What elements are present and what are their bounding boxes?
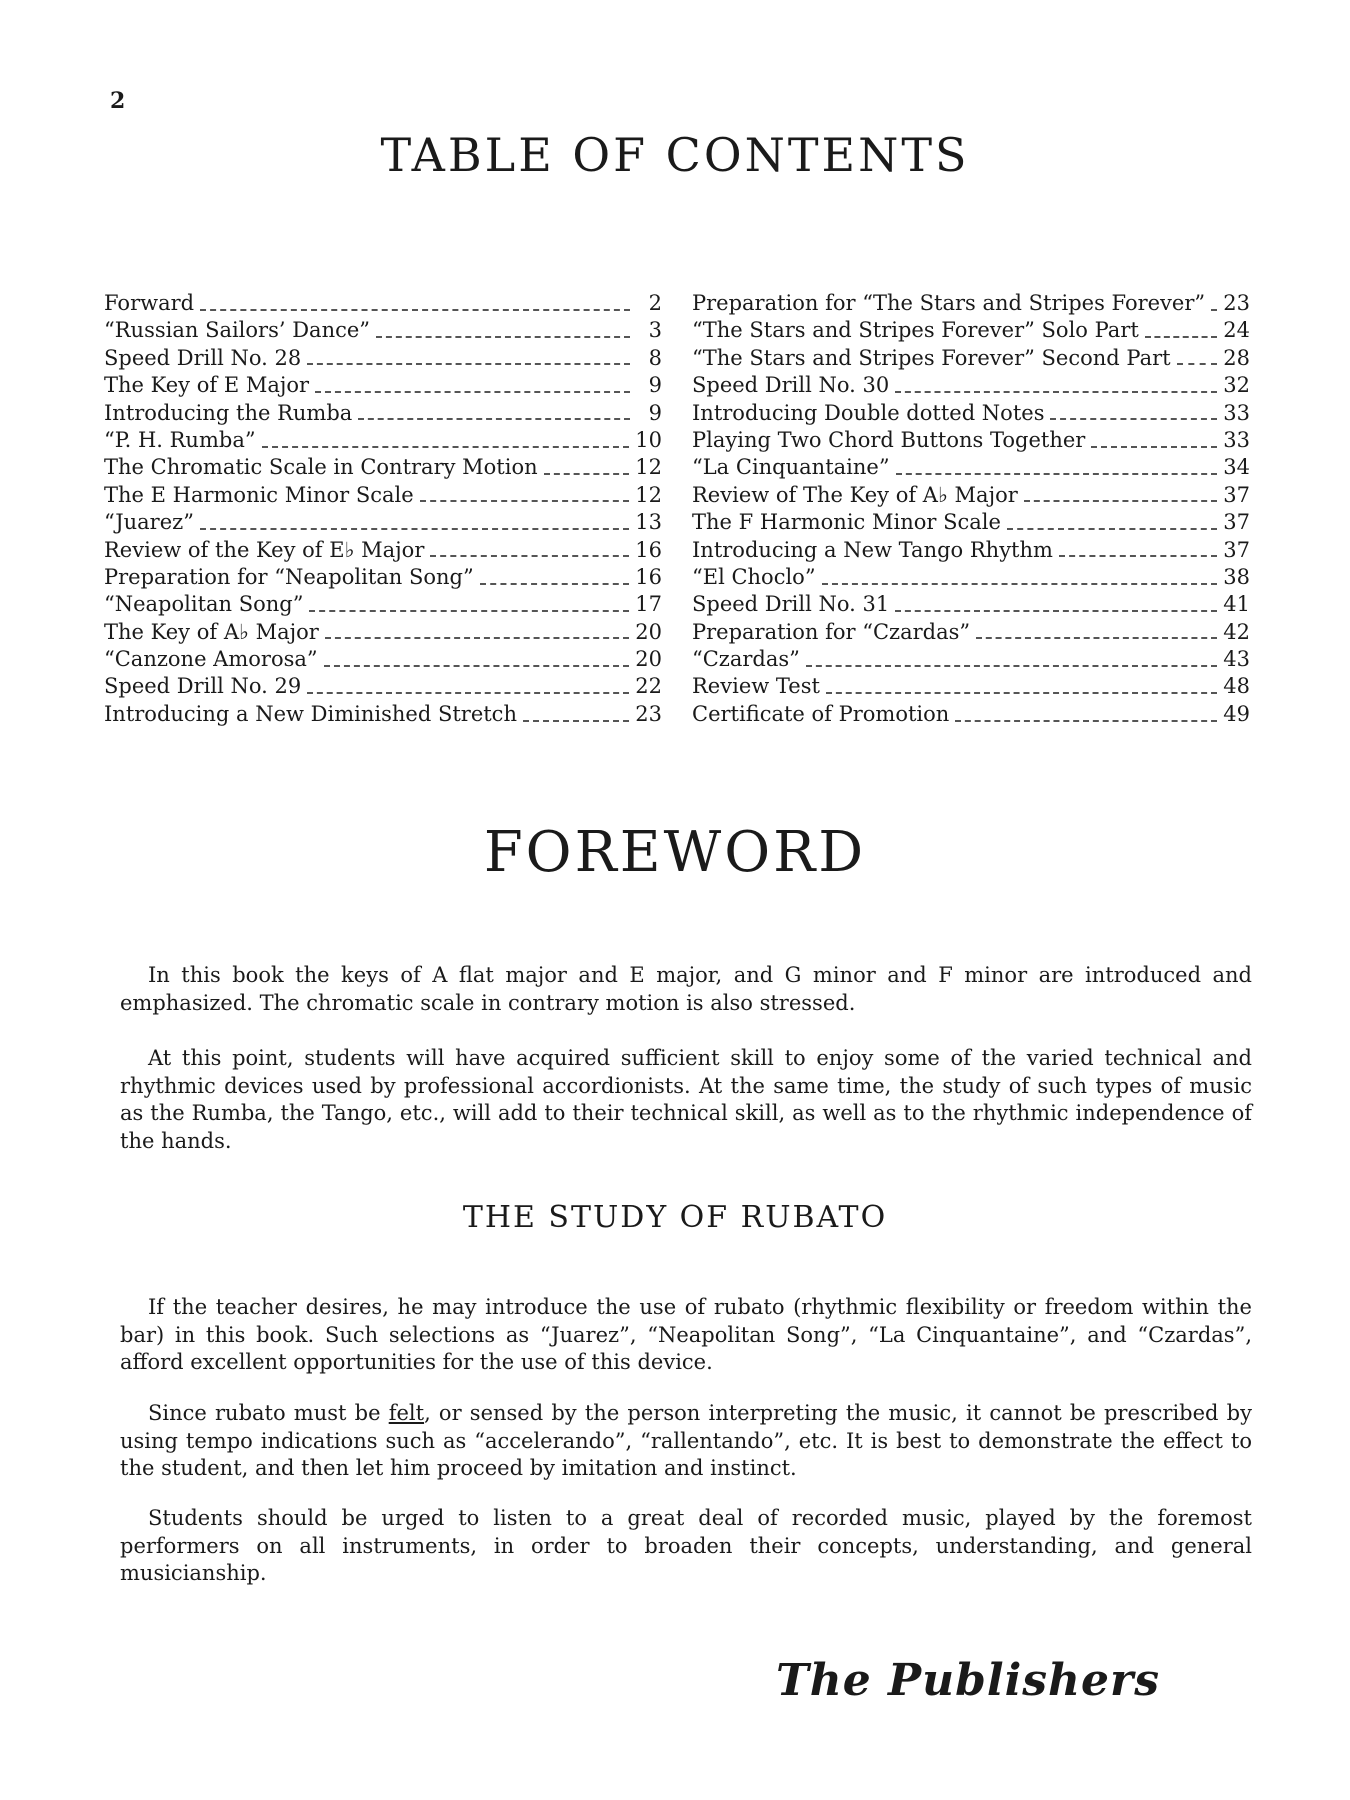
toc-entry xyxy=(104,290,662,317)
toc-dot-leader xyxy=(309,610,629,612)
toc-dot-leader xyxy=(307,692,629,694)
toc-entry-page: 3 xyxy=(648,318,662,343)
page-number: 2 xyxy=(110,88,126,114)
toc-dot-leader xyxy=(315,391,630,393)
toc-entry-title: Introducing a New Tango Rhythm xyxy=(692,537,1053,562)
toc-dot-leader xyxy=(1059,555,1217,557)
toc-dot-leader xyxy=(523,720,629,722)
toc-entry-page: 37 xyxy=(1223,510,1250,535)
foreword-paragraph-1: In this book the keys of A flat major and E major, and G minor and F minor are introduced and emphasized. The chromatic scale in contrary motion is also stressed. xyxy=(120,963,1252,1015)
toc-dot-leader xyxy=(1091,446,1217,448)
toc-entry-page: 22 xyxy=(635,674,662,699)
toc-entry-page: 20 xyxy=(635,619,662,644)
toc-title: TABLE OF CONTENTS xyxy=(380,128,970,182)
toc-entry-title: “The Stars and Stripes Forever” Solo Part xyxy=(692,318,1139,343)
toc-entry xyxy=(104,701,662,728)
toc-entry xyxy=(104,509,662,536)
toc-dot-leader xyxy=(896,473,1218,475)
toc-entry-page: 10 xyxy=(635,427,662,452)
rubato-paragraph-3: Students should be urged to listen to a great deal of recorded music, played by the foremost performers on all instruments, in order to broaden their concepts, understanding, and general musicianship. xyxy=(120,1506,1252,1585)
toc-entry xyxy=(104,400,662,427)
toc-entry xyxy=(692,317,1250,344)
toc-entry-page: 9 xyxy=(648,373,662,398)
toc-entry-title: “Canzone Amorosa” xyxy=(104,647,318,672)
toc-entry xyxy=(104,591,662,618)
toc-entry-page: 49 xyxy=(1223,701,1250,726)
toc-entry-page: 23 xyxy=(1223,291,1250,315)
toc-entry-page: 48 xyxy=(1223,674,1250,699)
toc-dot-leader xyxy=(376,336,630,338)
toc-entry-title: Forward xyxy=(104,291,195,315)
toc-entry xyxy=(104,619,662,646)
toc-entry-page: 12 xyxy=(635,482,662,507)
toc-dot-leader xyxy=(420,500,630,502)
toc-entry xyxy=(104,482,662,509)
toc-entry-page: 2 xyxy=(648,291,662,315)
toc-dot-leader xyxy=(1145,336,1217,338)
toc-entry-title: “La Cinquantaine” xyxy=(692,455,890,480)
toc-entry-title: Introducing the Rumba xyxy=(104,400,353,425)
toc-dot-leader xyxy=(324,665,630,667)
toc-entry xyxy=(692,537,1250,564)
toc-entry xyxy=(104,673,662,700)
toc-entry-title: Playing Two Chord Buttons Together xyxy=(692,427,1086,452)
toc-entry-page: 13 xyxy=(635,510,662,535)
toc-entry xyxy=(104,427,662,454)
toc-dot-leader xyxy=(1024,500,1217,502)
toc-entry-title: Review Test xyxy=(692,674,820,699)
toc-dot-leader xyxy=(200,309,630,311)
toc-dot-leader xyxy=(826,692,1217,694)
toc-entry xyxy=(692,454,1250,481)
toc-dot-leader xyxy=(358,418,630,420)
toc-entry-page: 37 xyxy=(1223,537,1250,562)
toc-entry xyxy=(692,646,1250,673)
toc-entry-title: Introducing Double dotted Notes xyxy=(692,400,1045,425)
toc-column-left xyxy=(104,290,662,728)
publisher-signature: The Publishers xyxy=(775,1655,1160,1706)
toc-entry-page: 8 xyxy=(648,345,662,370)
toc-entry-title: “El Choclo” xyxy=(692,564,816,589)
toc-entry-title: Preparation for “The Stars and Stripes Forever” xyxy=(692,291,1206,315)
toc-entry-title: Preparation for “Czardas” xyxy=(692,619,971,644)
toc-dot-leader xyxy=(1007,528,1217,530)
toc-entry xyxy=(692,673,1250,700)
toc-dot-leader xyxy=(1050,418,1217,420)
toc-entry-page: 17 xyxy=(635,592,662,617)
toc-entry-page: 20 xyxy=(635,647,662,672)
toc-dot-leader xyxy=(1177,363,1218,365)
toc-entry xyxy=(104,646,662,673)
toc-entry-page: 38 xyxy=(1223,564,1250,589)
toc-entry-title: Review of The Key of A♭ Major xyxy=(692,482,1018,507)
toc-entry-page: 28 xyxy=(1223,345,1250,370)
toc-entry xyxy=(104,372,662,399)
toc-entry-title: Review of the Key of E♭ Major xyxy=(104,537,425,562)
rubato-paragraph-2-end: , or sensed by the person interpreting the music, it cannot be prescribed by using tempo indications such as “accelerando”, “rallentando”, etc. It is best to demonstrate the effect to the student, and then let him proceed by imitation and instinct. xyxy=(120,1401,1252,1480)
toc-dot-leader xyxy=(480,583,630,585)
toc-entry xyxy=(104,317,662,344)
toc-dot-leader xyxy=(955,720,1217,722)
rubato-paragraph-2-start: Since rubato must be xyxy=(148,1401,389,1425)
toc-entry xyxy=(692,345,1250,372)
toc-entry-page: 33 xyxy=(1223,400,1250,425)
rubato-paragraph-1: If the teacher desires, he may introduce the use of rubato (rhythmic flexibility or freedom within the bar) in this book. Such selections as “Juarez”, “Neapolitan Song”, “La Cinquantaine”, and “Czardas”, afford excellent opportunities for the use of this device. xyxy=(120,1295,1252,1374)
toc-column-right xyxy=(692,290,1250,728)
toc-dot-leader xyxy=(1211,309,1217,311)
toc-entry-page: 37 xyxy=(1223,482,1250,507)
toc-entry-title: The Key of A♭ Major xyxy=(104,619,319,644)
toc-entry xyxy=(692,619,1250,646)
toc-entry-title: Speed Drill No. 30 xyxy=(692,373,890,398)
toc-entry xyxy=(692,400,1250,427)
toc-entry-title: Speed Drill No. 28 xyxy=(104,345,302,370)
toc-entry-page: 41 xyxy=(1223,592,1250,617)
toc-entry-page: 34 xyxy=(1223,455,1250,480)
toc-entry-title: The Chromatic Scale in Contrary Motion xyxy=(104,455,538,480)
toc-entry xyxy=(104,537,662,564)
toc-entry-title: “The Stars and Stripes Forever” Second Part xyxy=(692,345,1171,370)
rubato-paragraph-2 xyxy=(120,1400,1252,1483)
toc-entry-title: Introducing a New Diminished Stretch xyxy=(104,701,517,726)
toc-entry-page: 33 xyxy=(1223,427,1250,452)
toc-entry-page: 9 xyxy=(648,400,662,425)
toc-entry-page: 42 xyxy=(1223,619,1250,644)
toc-entry xyxy=(692,482,1250,509)
toc-entry-title: “Juarez” xyxy=(104,510,194,535)
toc-entry-title: Speed Drill No. 31 xyxy=(692,592,890,617)
toc-entry-title: “Neapolitan Song” xyxy=(104,592,304,617)
toc-entry-title: Preparation for “Neapolitan Song” xyxy=(104,564,474,589)
toc-entry xyxy=(692,427,1250,454)
toc-entry-page: 24 xyxy=(1223,318,1250,343)
toc-dot-leader xyxy=(895,391,1217,393)
toc-entry xyxy=(104,564,662,591)
toc-dot-leader xyxy=(806,665,1217,667)
toc-entry-page: 12 xyxy=(635,455,662,480)
toc-entry xyxy=(104,454,662,481)
toc-entry-title: “Russian Sailors’ Dance” xyxy=(104,318,371,343)
toc-dot-leader xyxy=(325,637,629,639)
toc-entry xyxy=(692,372,1250,399)
foreword-title: FOREWORD xyxy=(483,820,867,885)
toc-entry xyxy=(692,701,1250,728)
toc-entry-title: “Czardas” xyxy=(692,647,800,672)
toc-entry xyxy=(692,564,1250,591)
toc-entry-page: 32 xyxy=(1223,373,1250,398)
toc-dot-leader xyxy=(976,637,1217,639)
table-of-contents xyxy=(104,290,1250,728)
toc-entry-page: 16 xyxy=(635,564,662,589)
toc-entry-title: The E Harmonic Minor Scale xyxy=(104,482,414,507)
toc-entry xyxy=(692,290,1250,317)
toc-entry-page: 16 xyxy=(635,537,662,562)
toc-entry-title: The F Harmonic Minor Scale xyxy=(692,510,1001,535)
toc-dot-leader xyxy=(307,363,630,365)
toc-dot-leader xyxy=(895,610,1217,612)
emphasis-felt: felt xyxy=(388,1401,425,1425)
toc-entry-page: 43 xyxy=(1223,647,1250,672)
toc-entry-title: The Key of E Major xyxy=(104,373,310,398)
foreword-paragraph-2: At this point, students will have acquired sufficient skill to enjoy some of the varied technical and rhythmic devices used by professional accordionists. At the same time, the study of such types of music as the Rumba, the Tango, etc., will add to their technical skill, as well as to the rhythmic independence of the hands. xyxy=(120,1046,1252,1153)
toc-dot-leader xyxy=(200,528,629,530)
toc-entry-page: 23 xyxy=(635,701,662,726)
toc-dot-leader xyxy=(822,583,1218,585)
toc-dot-leader xyxy=(544,473,630,475)
toc-entry xyxy=(692,591,1250,618)
toc-dot-leader xyxy=(262,446,630,448)
toc-entry xyxy=(104,345,662,372)
toc-entry xyxy=(692,509,1250,536)
rubato-section-title: THE STUDY OF RUBATO xyxy=(462,1200,888,1235)
toc-entry-title: Speed Drill No. 29 xyxy=(104,674,302,699)
toc-entry-title: Certificate of Promotion xyxy=(692,701,950,726)
toc-dot-leader xyxy=(430,555,629,557)
toc-entry-title: “P. H. Rumba” xyxy=(104,427,256,452)
